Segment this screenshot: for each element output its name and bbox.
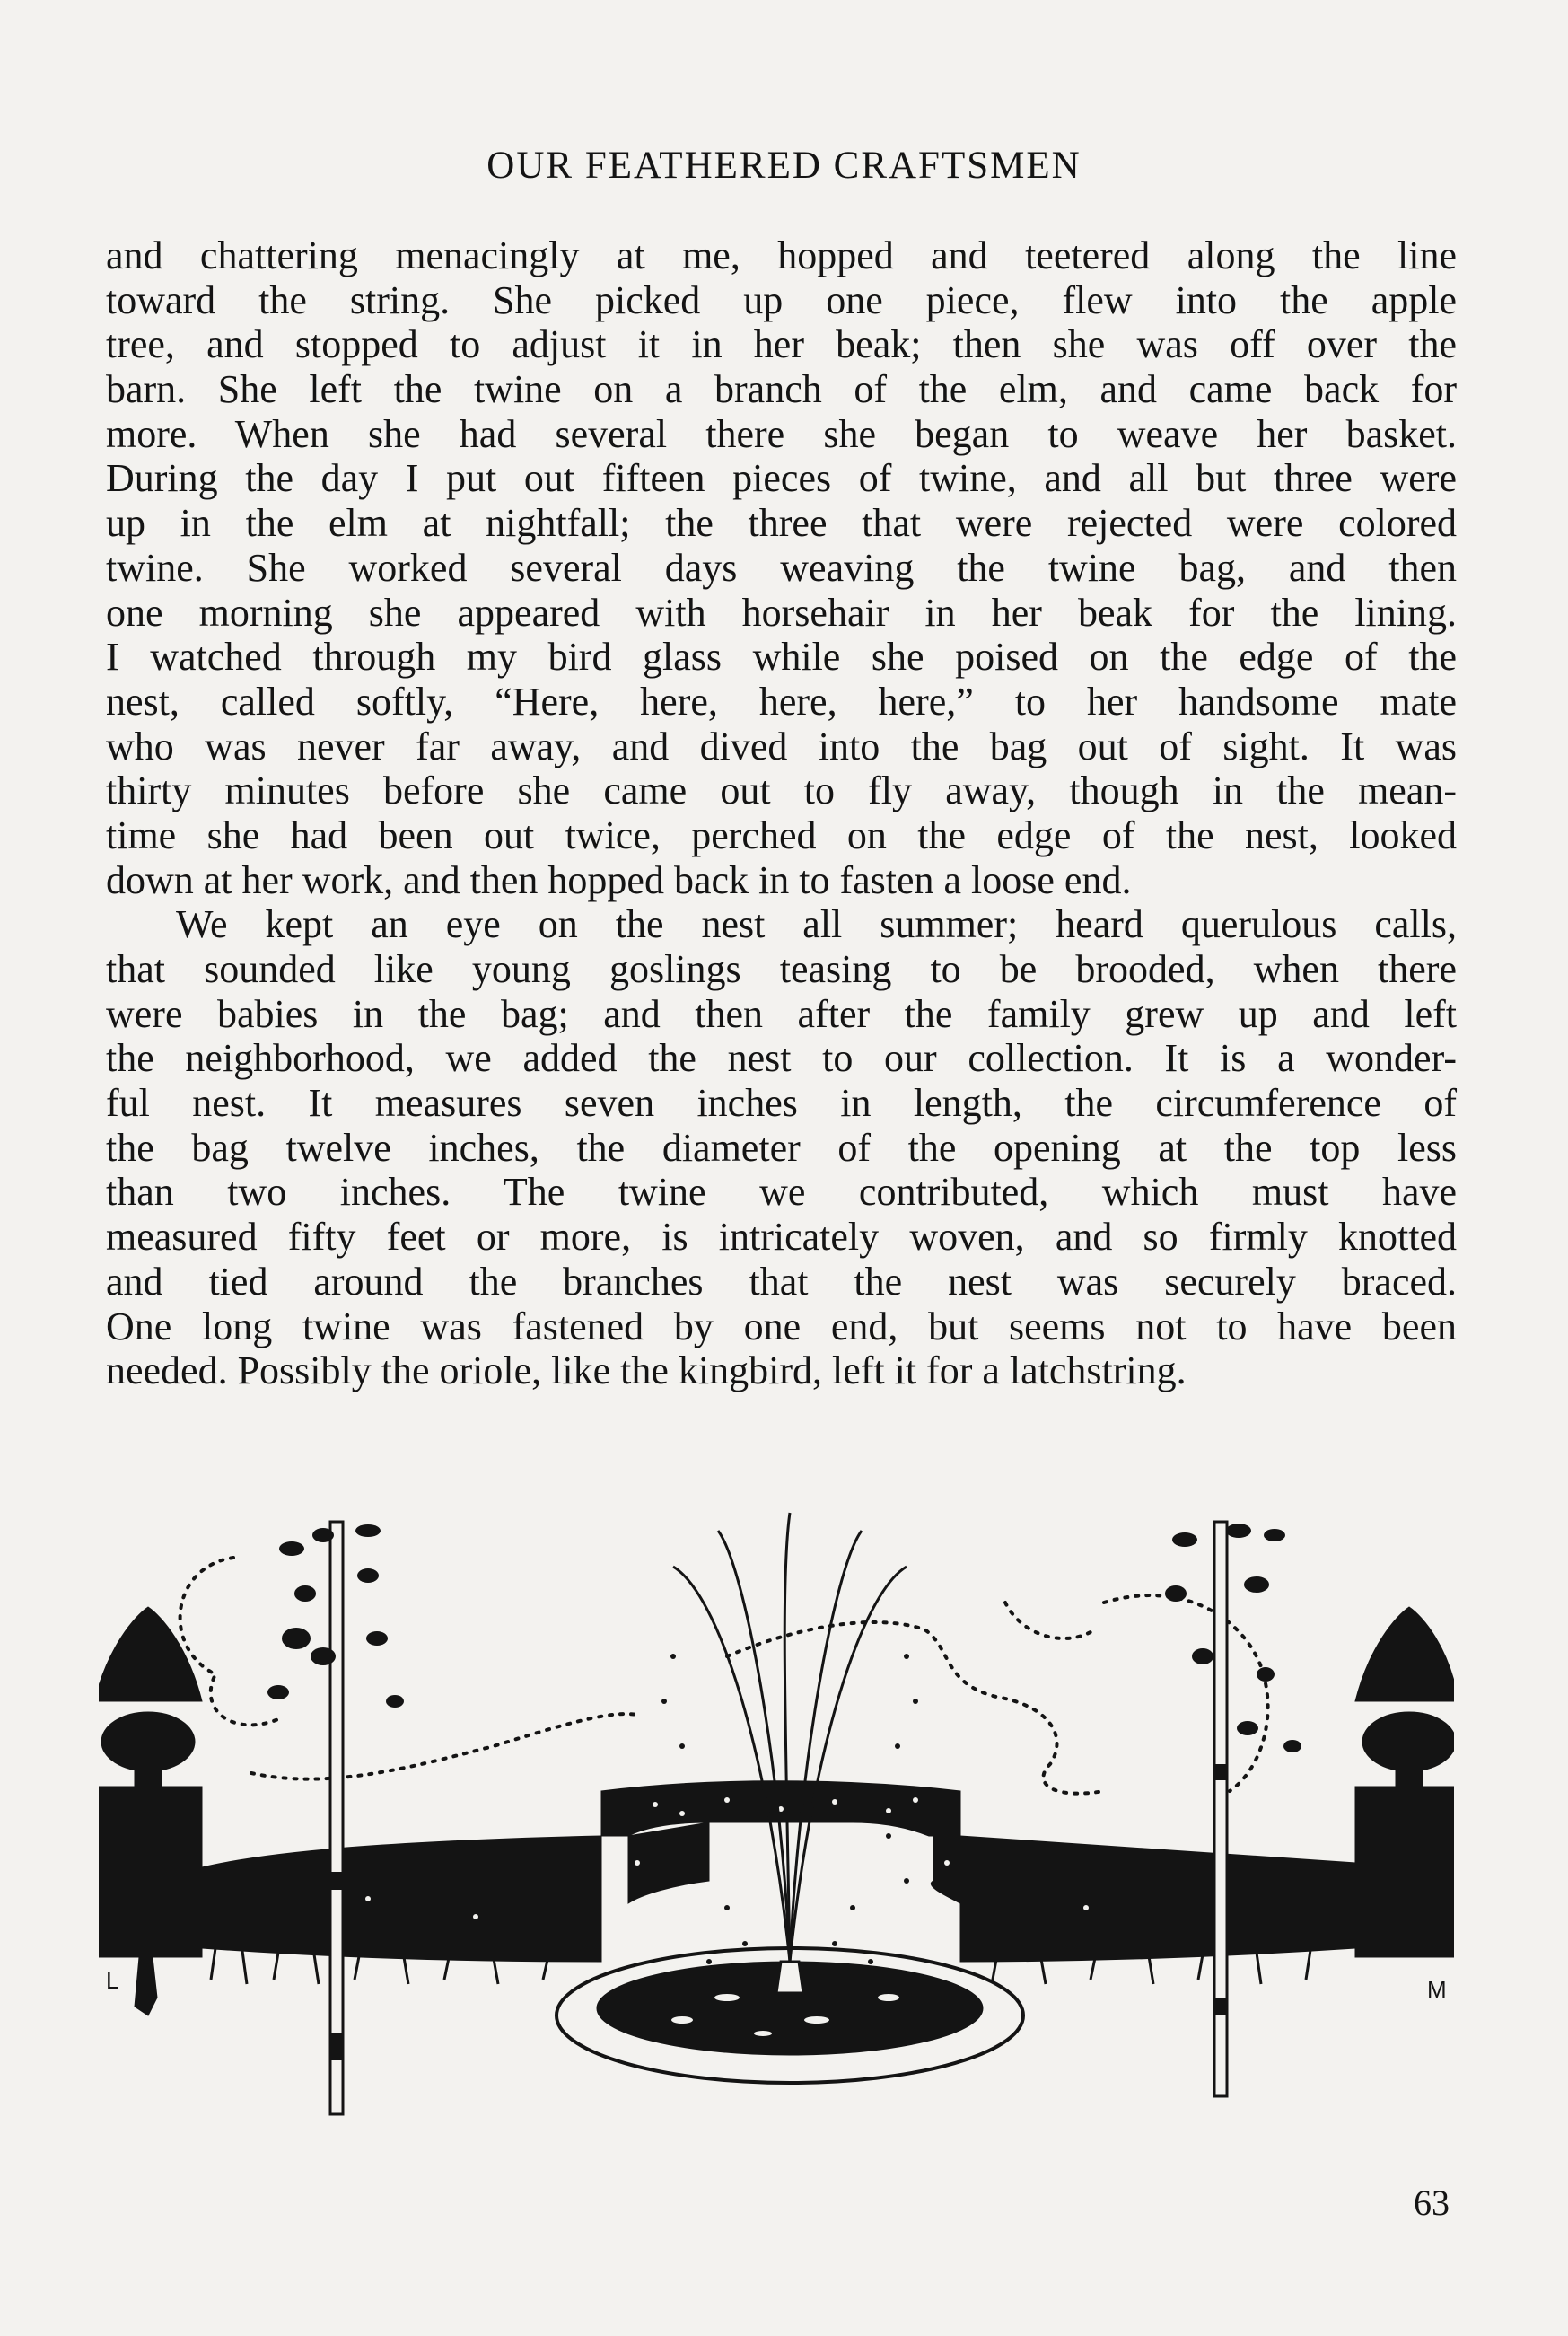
fountain-jets xyxy=(673,1513,907,1962)
text-line: one morning she appeared with horsehair in her beak for the lining. xyxy=(106,590,1457,635)
text-line: measured fifty feet or more, is intricately woven, and so firmly knotted xyxy=(106,1215,1457,1260)
garden-fountain-illustration xyxy=(99,1495,1454,2123)
text-line: were babies in the bag; and then after the family grew up and left xyxy=(106,991,1457,1036)
text-line: needed. Possibly the oriole, like the kingbird, left it for a latchstring. xyxy=(106,1348,1187,1393)
running-head: OUR FEATHERED CRAFTSMEN xyxy=(486,145,1082,187)
text-line: We kept an eye on the nest all summer; heard querulous calls, xyxy=(176,902,1457,947)
text-line: time she had been out twice, perched on the edge of the nest, looked xyxy=(106,812,1457,857)
right-birch-tree xyxy=(1165,1522,1301,2096)
left-birch-tree xyxy=(267,1522,404,2114)
text-line: up in the elm at nightfall; the three that were rejected were colored xyxy=(106,501,1457,546)
text-line: One long twine was fastened by one end, but seems not to have been xyxy=(106,1304,1457,1348)
text-line: toward the string. She picked up one piece, flew into the apple xyxy=(106,277,1457,322)
page-number: 63 xyxy=(1414,2182,1450,2223)
text-line: I watched through my bird glass while she poised on the edge of the xyxy=(106,635,1457,680)
text-line: than two inches. The twine we contributed, which must have xyxy=(106,1170,1457,1215)
text-line: the bag twelve inches, the diameter of the opening at the top less xyxy=(106,1125,1457,1170)
paragraph-1 xyxy=(106,233,1457,902)
text-line: and chattering menacingly at me, hopped and teetered along the line xyxy=(106,233,1457,277)
text-line: ful nest. It measures seven inches in length, the circumference of xyxy=(106,1081,1457,1126)
artist-monogram-right: M xyxy=(1427,1976,1447,2003)
text-line: During the day I put out fifteen pieces of twine, and all but three were xyxy=(106,456,1457,501)
right-topiary xyxy=(1355,1607,1454,1957)
text-line: nest, called softly, “Here, here, here, here,” to her handsome mate xyxy=(106,679,1457,724)
text-line: thirty minutes before she came out to fly away, though in the mean- xyxy=(106,768,1457,813)
fountain-basin xyxy=(556,1948,1023,2083)
artist-monogram-left: L xyxy=(106,1967,119,1994)
left-topiary xyxy=(99,1607,202,2015)
text-line: twine. She worked several days weaving the twine bag, and then xyxy=(106,545,1457,590)
text-line: who was never far away, and dived into the bag out of sight. It was xyxy=(106,724,1457,768)
text-line: more. When she had several there she began to weave her basket. xyxy=(106,411,1457,456)
body-text xyxy=(106,233,1457,1393)
text-line: the neighborhood, we added the nest to our collection. It is a wonder- xyxy=(106,1036,1457,1081)
text-line: down at her work, and then hopped back in to fasten a loose end. xyxy=(106,857,1132,902)
text-line: that sounded like young goslings teasing to be brooded, when there xyxy=(106,947,1457,991)
text-line: tree, and stopped to adjust it in her beak; then she was off over the xyxy=(106,322,1457,367)
text-line: barn. She left the twine on a branch of the elm, and came back for xyxy=(106,367,1457,412)
text-line: and tied around the branches that the nest was securely braced. xyxy=(106,1259,1457,1304)
paragraph-2 xyxy=(106,902,1457,1393)
